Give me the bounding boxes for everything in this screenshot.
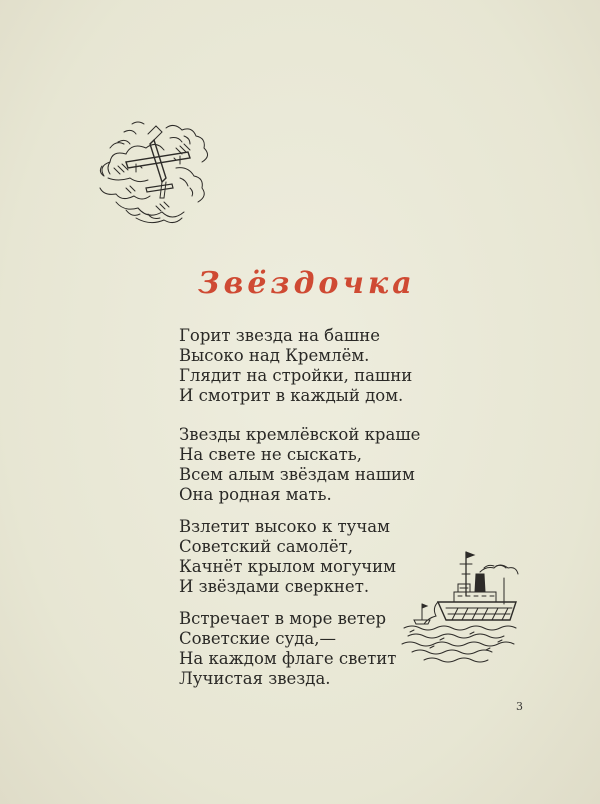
poem-line: Высоко над Кремлём. xyxy=(179,346,370,365)
poem-title: Звёздочка xyxy=(198,266,416,301)
poem-line: На каждом флаге светит xyxy=(179,649,397,668)
poem-line: Взлетит высоко к тучам xyxy=(179,517,390,536)
poem-line: Советские суда,— xyxy=(179,629,336,648)
poem-line: Советский самолёт, xyxy=(179,537,353,556)
poem-line: Глядит на стройки, пашни xyxy=(179,366,413,385)
poem-line: Лучистая звезда. xyxy=(179,669,331,688)
stanza xyxy=(179,326,412,406)
stanza xyxy=(179,425,420,505)
airplane-illustration xyxy=(96,118,214,230)
poem-line: Всем алым звёздам нашим xyxy=(179,465,415,484)
poem-line: И звёздами сверкнет. xyxy=(179,577,370,596)
poem-line: Звезды кремлёвской краше xyxy=(179,425,421,444)
stanza xyxy=(179,517,396,597)
poem-line: И смотрит в каждый дом. xyxy=(179,386,404,405)
poem-line: Встречает в море ветер xyxy=(179,609,387,628)
poem-line: Она родная мать. xyxy=(179,485,332,504)
poem-line: Качнёт крылом могучим xyxy=(179,557,397,576)
poem-line: Горит звезда на башне xyxy=(179,326,381,345)
stanza xyxy=(179,609,396,689)
poem-line: На свете не сыскать, xyxy=(179,445,363,464)
page-number: 3 xyxy=(516,700,523,713)
ship-illustration xyxy=(400,548,526,666)
